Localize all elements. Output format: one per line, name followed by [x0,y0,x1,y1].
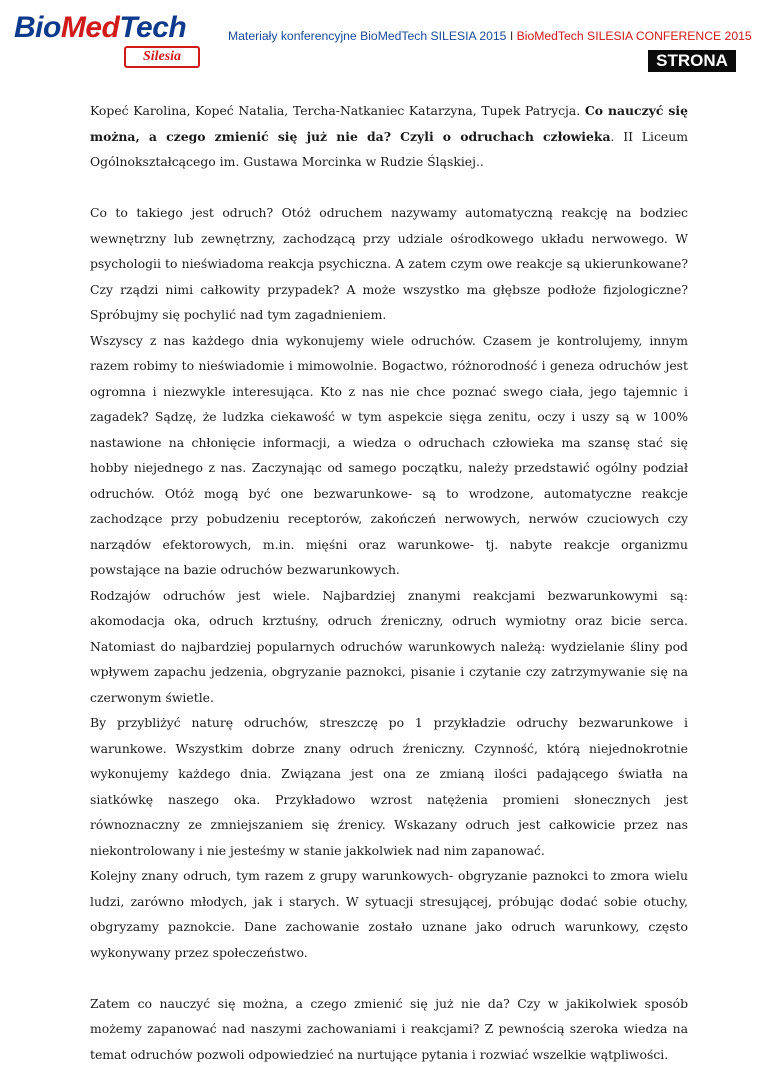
paragraph: Wszyscy z nas każdego dnia wykonujemy wiele odruchów. Czasem je kontrolujemy, innym razem robimy to nieświadomie i mimowolnie. Bogactwo, różnorodność i geneza odruchów jest ogromna i niezwykle interesująca. Kto z nas nie chce poznać swego ciała, jego tajemnic i zagadek? Sądzę, że ludzka ciekawość w tym aspekcie sięga zenitu, oczy i uszy są w 100% nastawione na chłonięcie informacji, a wiedza o odruchach człowieka ma szansę stać się hobby niejednego z nas. Zaczynając od samego początku, należy przedstawić ogólny podział odruchów. Otóż mogą być one bezwarunkowe- są to wrodzone, automatyczne reakcje zachodzące przy pobudzeniu receptorów, zakończeń nerwowych, nerwów czuciowych czy narządów efektorowych, m.in. mięśni oraz warunkowe- tj. nabyte reakcje organizmu powstające na bazie odruchów bezwarunkowych. [90,328,688,583]
closing-paragraph: Zatem co nauczyć się można, a czego zmienić się już nie da? Czy w jakikolwiek sposób możemy zapanować nad naszymi zachowaniami i reakcjami? Z pewnością szeroka wiedza na temat odruchów pozwoli odpowiedzieć na nurtujące pytania i rozwiać wszelkie wątpliwości. [90,991,688,1067]
article-authors: Kopeć Karolina, Kopeć Natalia, Tercha-Natkaniec Katarzyna, Tupek Patrycja. [90,103,585,118]
paragraph-gap [90,965,688,991]
article-heading [90,98,688,175]
paragraph: By przybliżyć naturę odruchów, streszczę po 1 przykładzie odruchy bezwarunkowe i warunkowe. Wszystkim dobrze znany odruch źreniczny. Czynność, którą niejednokrotnie wykonujemy każdego dnia. Związana jest ona ze zmianą ilości padającego światła na siatkówkę naszego oka. Przykładowo wzrost natężenia promieni słonecznych jest równoznaczny ze zmniejszaniem się źrenicy. Wskazany odruch jest całkowicie przez nas niekontrolowany i nie jesteśmy w stanie jakkolwiek nad nim zapanować. [90,710,688,863]
article-title: Co nauczyć się można, a czego zmienić się już nie da? Czyli o odruchach człowieka [90,103,688,144]
biomedtech-logo [14,12,214,70]
paragraph-gap [90,175,688,201]
paragraph: Rodzajów odruchów jest wiele. Najbardziej znanymi reakcjami bezwarunkowymi są: akomodacja oka, odruch krztuśny, odruch źreniczny, odruch wymiotny oraz bicie serca. Natomiast do najbardziej popularnych odruchów warunkowych należą: wydzielanie śliny pod wpływem zapachu jedzenia, obgryzanie paznokci, pisanie i czytanie czy zatrzymywanie się na czerwonym świetle. [90,583,688,711]
logo-silesia: Silesia [124,46,200,68]
conference-title [228,28,758,44]
logo-bio: Bio [14,11,61,44]
conference-title-en: BioMedTech SILESIA CONFERENCE 2015 [517,29,752,43]
page-number-badge: STRONA 17 [648,50,736,72]
page-header [0,0,768,80]
paragraph: Kolejny znany odruch, tym razem z grupy warunkowych- obgryzanie paznokci to zmora wielu ludzi, zarówno młodych, jak i starych. W sytuacji stresującej, próbując dodać sobie otuchy, obgryzamy paznokcie. Dane zachowanie zostało uznane jako odruch warunkowy, często wykonywany przez społeczeństwo. [90,863,688,965]
conference-separator: I [506,29,516,43]
logo-med: Med [61,11,120,44]
conference-title-pl: Materiały konferencyjne BioMedTech SILESIA 2015 [228,29,506,43]
article-affiliation: . II Liceum Ogólnokształcącego im. Gustawa Morcinka w Rudzie Śląskiej.. [90,129,688,170]
logo-wordmark [14,12,186,44]
logo-tech: Tech [119,11,186,44]
paragraph: Co to takiego jest odruch? Otóż odruchem nazywamy automatyczną reakcję na bodziec wewnętrzny lub zewnętrzny, zachodzącą przy udziale ośrodkowego układu nerwowego. W psychologii to nieświadoma reakcja psychiczna. A zatem czym owe reakcje są ukierunkowane? Czy rządzi nimi całkowity przypadek? A może wszystko ma głębsze podłoże fizjologiczne? Spróbujmy się pochylić nad tym zagadnieniem. [90,200,688,328]
article-body [90,98,688,1067]
